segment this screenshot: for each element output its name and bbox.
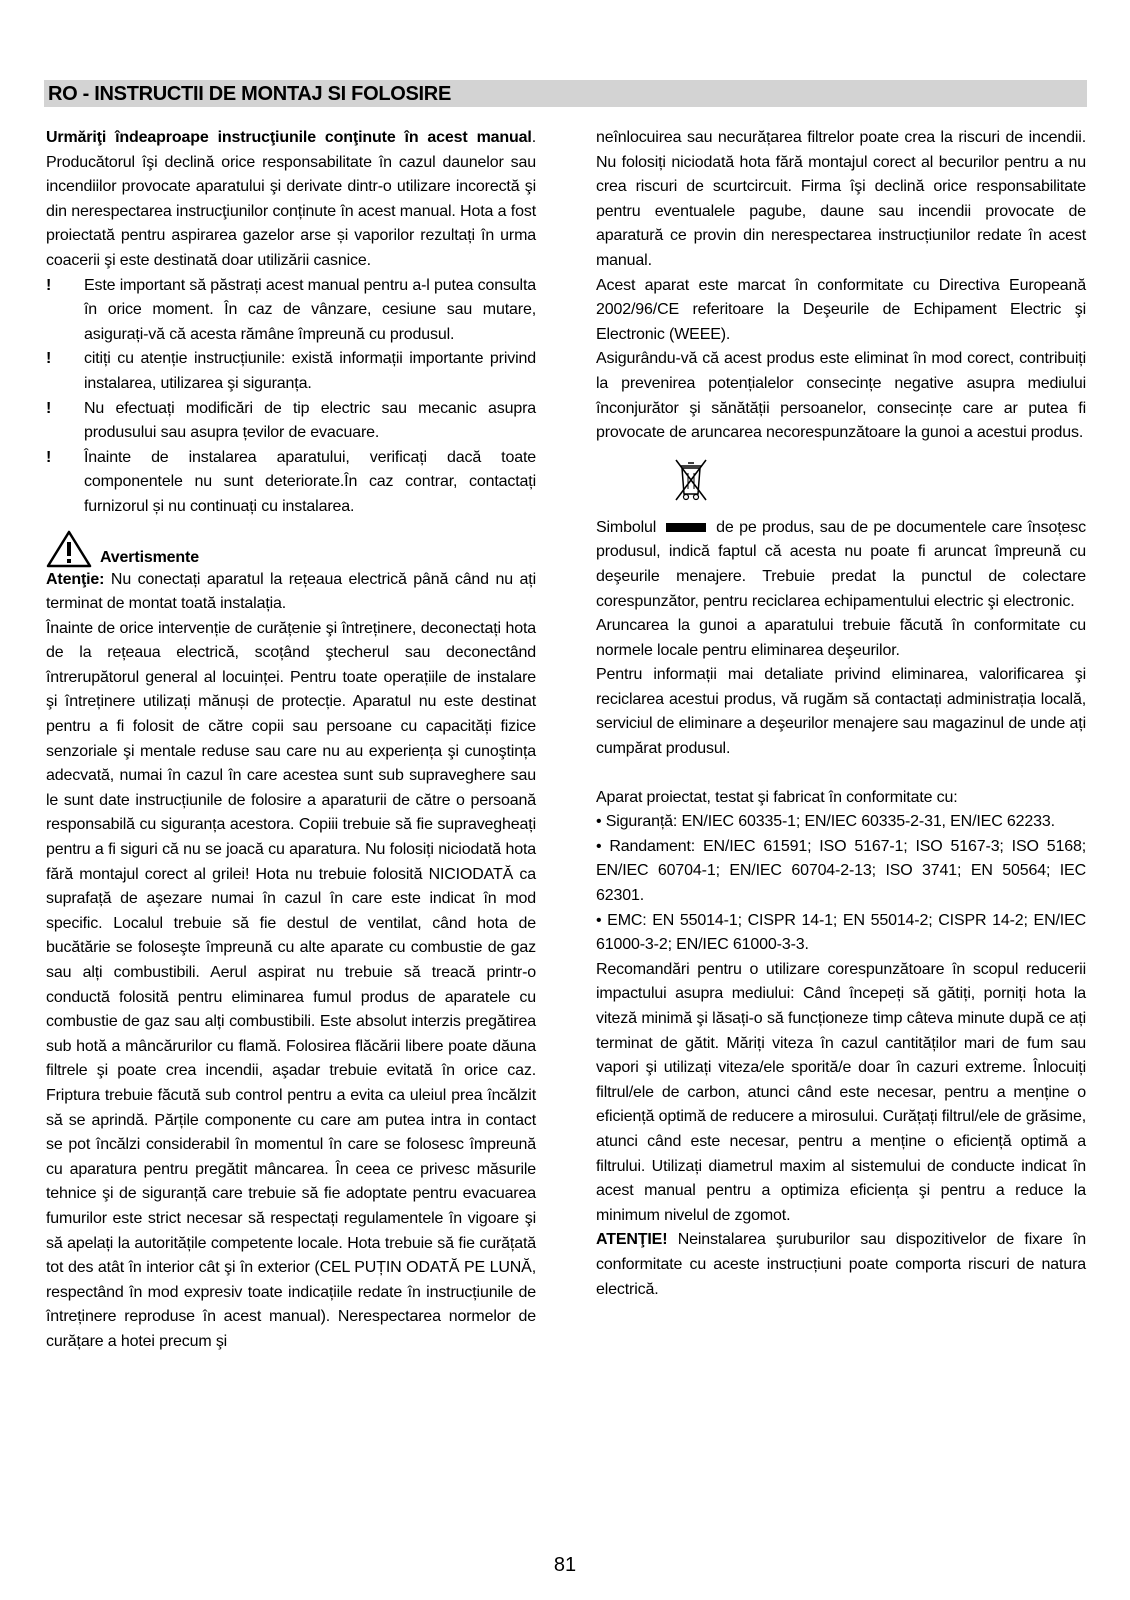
bullet-mark: ! xyxy=(46,276,52,294)
important-list xyxy=(46,274,536,520)
body-paragraph: Înainte de orice intervenție de curățenie şi întreținere, deconectați hota de la rețeaua electrică, scoțând ştecherul sau deconectând întrerupătorul general al locuinței. Pentru toate operațiile de instalare şi întreținere utilizați mănuși de protecție. Aparatul nu este destinat pentru a fi folosit de către copii sau persoane cu capacități fizice senzoriale şi mentale reduse sau care nu au experiența şi cunoştința adecvată, numai în cazul în care acestea sunt sub supraveghere sau le sunt date instrucțiunile de folosire a aparaturii de către o persoană responsabilă cu siguranța acestora. Copiii trebuie să fie supravegheați pentru a fi siguri că nu se joacă cu aparatura. Nu folosiți niciodată hota fără montajul corect al grilei! Hota nu trebuie folosită NICIODATĂ ca suprafață de aşezare numai în cazul în care este indicat în mod specific. Localul trebuie să fie destul de ventilat, când hota de bucătărie se foloseşte împreună cu alte aparate cu combustie de gaz sau alți combustibili. Aerul aspirat nu trebuie să treacă printr-o conductă folosită pentru eliminarea fumul produs de aparatele cu combustie de gaz sau alți combustibili. Este absolut interzis pregătirea sub hotă a mâncărurilor cu flamă. Folosirea flăcării libere poate dăuna filtrele şi poate crea incendii, aşadar trebuie evitată în orice caz. Friptura trebuie făcută sub control pentru a evita ca uleiul prea încălzit să se aprindă. Părțile componente cu care am putea intra in contact se pot încălzi considerabil în momentul în care se folosesc împreună cu aparatura pentru pregătit mâncarea. În ceea ce privesc măsurile tehnice şi de siguranță care trebuie să fie adoptate pentru evacuarea fumurilor este strict necesar să respectați regulamentele în vigoare şi să apelați la autoritățile competente locale. Hota trebuie să fie curățată tot des atât în interior cât şi în exterior (CEL PUȚIN ODATĂ PE LUNĂ, respectând în mod expresiv toate indicațiile redate în instrucțiunile de întreținere reproduse în acest manual). Nerespectarea normelor de curățare a hotei precum şi xyxy=(46,619,536,1350)
warning-bold: Atenţie: xyxy=(46,570,105,588)
warning-paragraph xyxy=(46,568,536,617)
recommendations-paragraph: Recomandări pentru o utilizare corespunzătoare în scopul reducerii impactului asupra mediului: Când începeți să gătiți, porniți hota la viteză minimă şi lăsați-o să funcționeze timp câteva minute după ce ați terminat de gătit. Măriți viteza în cazul cantităților mari de fum sau vapori şi utilizați viteza/ele sporită/e doar în cazuri extreme. Înlocuiți filtrul/ele de carbon, atunci când este necesar, pentru a menține o eficiență optimă de reducere a mirosului. Curățați filtrul/ele de grăsime, atunci când este necesar, pentru a menține o eficiență optimă a filtrului. Utilizați diametrul maxim al sistemului de conducte indicat în acest manual pentru a optimiza eficiența şi pentru a reduce la minimum nivelul de zgomot. xyxy=(596,960,1086,1224)
disposal-paragraph: Asigurându-vă că acest produs este eliminat în mod corect, contribuiți la prevenirea potențialelor consecințe negative asupra mediului înconjurător şi sănătății persoanelor, consecințe care ar putea fi provocate de aruncarea necorespunzătoare la gunoi a acestui produs. xyxy=(596,350,1086,442)
warnings-heading xyxy=(46,528,536,568)
bullet-mark: ! xyxy=(46,399,52,417)
list-item-text: citiți cu atenție instrucțiunile: există informații importante privind instalarea, utilizarea şi siguranța. xyxy=(84,350,536,392)
symbol-rest: de pe produs, sau de pe documentele care însoțesc produsul, indică faptul că acesta nu poate fi aruncat împreună cu deşeurile menajere. Trebuie predat la punctul de colectare corespunzător, pentru reciclarea echipamentului electric şi electronic. xyxy=(596,518,1086,610)
symbol-word: Simbolul xyxy=(596,518,657,536)
page-title: RO - INSTRUCTII DE MONTAJ SI FOLOSIRE xyxy=(44,80,1087,107)
attention-rest: Neinstalarea şuruburilor sau dispozitivelor de fixare în conformitate cu aceste instrucțiuni poate comporta riscuri de natura electrică. xyxy=(596,1231,1086,1298)
right-column xyxy=(596,126,1086,1302)
list-item-text: Înainte de instalarea aparatului, verificați dacă toate componentele nu sunt deteriorate.În caz contrar, contactați furnizorul și nu continuați cu instalarea. xyxy=(84,448,536,515)
standard-item-performance: • Randament: EN/IEC 61591; ISO 5167-1; ISO 5167-3; ISO 5168; EN/IEC 60704-1; EN/IEC 60704-2-13; ISO 3741; EN 50564; IEC 62301. xyxy=(596,837,1086,905)
bullet-mark: ! xyxy=(46,448,52,466)
info-paragraph: Pentru informații mai detaliate privind eliminarea, valorificarea şi reciclarea acestui produs, vă rugăm să contactați administrația locală, serviciul de eliminare a deşeurilor menajere sau magazinul de unde ați cumpărat produsul. xyxy=(596,666,1086,758)
intro-bold: Urmăriţi îndeaproape instrucţiunile conţinute în acest manual xyxy=(46,129,532,146)
intro-paragraph xyxy=(46,126,536,274)
warnings-title: Avertismente xyxy=(100,548,199,566)
list-item xyxy=(46,397,536,446)
list-item xyxy=(46,446,536,520)
warning-rest: Nu conectați aparatul la rețeaua electrică până când nu ați terminat de montat toată instalația. xyxy=(46,570,536,613)
symbol-paragraph xyxy=(596,516,1086,614)
list-item-text: Nu efectuați modificări de tip electric sau mecanic asupra produsului sau asupra țevilor de evacuare. xyxy=(84,399,536,442)
page-number: 81 xyxy=(553,1554,577,1576)
list-item-text: Este important să păstrați acest manual pentru a-l putea consulta în orice moment. În caz de vânzare, cesiune sau mutare, asigurați-vă că acesta rămâne împreună cu produsul. xyxy=(84,276,536,343)
spacer xyxy=(596,762,1086,786)
standard-item-safety: • Siguranță: EN/IEC 60335-1; EN/IEC 60335-2-31, EN/IEC 62233. xyxy=(596,813,1055,831)
standard-item-emc: • EMC: EN 55014-1; CISPR 14-1; EN 55014-2; CISPR 14-2; EN/IEC 61000-3-2; EN/IEC 61000-3-3. xyxy=(596,911,1086,954)
weee-symbol-area xyxy=(596,458,1086,516)
bullet-mark: ! xyxy=(46,350,52,368)
list-item xyxy=(46,347,536,396)
warning-triangle-icon xyxy=(46,530,92,568)
attention-paragraph xyxy=(596,1228,1086,1302)
weee-directive-paragraph: Acest aparat este marcat în conformitate cu Directiva Europeană 2002/96/CE referitoare la Deşeurile de Echipament Electric şi Electronic (WEEE). xyxy=(596,276,1086,343)
crossed-out-wheelie-bin-icon xyxy=(674,458,708,502)
standards-intro: Aparat proiectat, testat şi fabricat în conformitate cu: xyxy=(596,788,958,806)
attention-bold: ATENŢIE! xyxy=(596,1231,668,1249)
list-item xyxy=(46,274,536,348)
continued-paragraph: neînlocuirea sau necurățarea filtrelor poate crea la riscuri de incendii. Nu folosiți niciodată hota fără montajul corect al becurilor pentru a nu crea riscuri de scurtcircuit. Firma îşi declină orice responsabilitate pentru eventualele pagube, daune sau incendii provocate de aparatură ce provin din nerespectarea instrucțiunilor redate în acest manual. xyxy=(596,129,1086,269)
disposal-rules-paragraph: Aruncarea la gunoi a aparatului trebuie făcută în conformitate cu normele locale pentru eliminarea deşeurilor. xyxy=(596,617,1086,659)
intro-rest: . Producătorul îşi declină orice responsabilitate în cazul daunelor sau incendiilor provocate aparatului şi derivate dintr-o utilizare incorectă şi din nerespectarea instrucţiunilor conținute în acest manual. Hota a fost proiectată pentru aspirarea gazelor arse și vaporilor rezultați în urma coacerii şi este destinată doar utilizării casnice. xyxy=(46,129,536,269)
left-column xyxy=(46,126,536,1355)
weee-bar-icon xyxy=(666,523,706,532)
